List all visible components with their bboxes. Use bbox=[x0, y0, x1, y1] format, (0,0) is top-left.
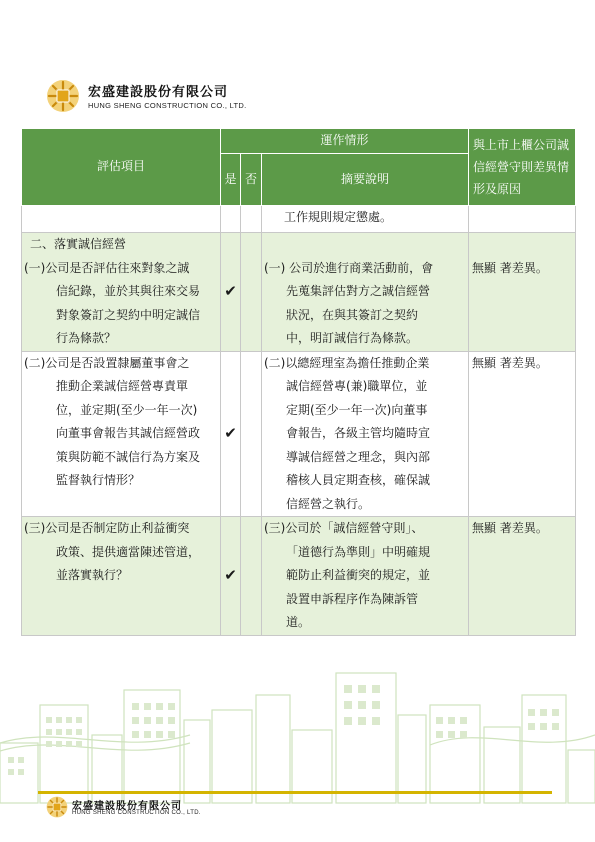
yes-check: ✔ bbox=[221, 517, 241, 636]
company-emblem-icon bbox=[46, 79, 80, 113]
difference-cell bbox=[469, 351, 576, 517]
item-text: 並落實執行？ bbox=[56, 568, 129, 582]
item-text: (二)公司是否設置隸屬董事會之 bbox=[24, 355, 190, 370]
eval-item-cell bbox=[22, 233, 221, 352]
footer-logo bbox=[46, 796, 246, 822]
no-check bbox=[241, 233, 262, 352]
difference-text: 無顯 著差異。 bbox=[472, 260, 548, 275]
company-name-en: HUNG SHENG CONSTRUCTION CO., LTD. bbox=[88, 101, 247, 110]
eval-item-cell bbox=[22, 517, 221, 636]
summary-text: 稽核人員定期查核，確保誠 bbox=[286, 473, 431, 487]
item-text: 政策、提供適當陳述管道， bbox=[56, 544, 201, 559]
section-title: 二、落實誠信經營 bbox=[30, 237, 127, 251]
item-text: (一)公司是否評估往來對象之誠 bbox=[24, 260, 190, 275]
header-eval-item: 評估項目 bbox=[22, 129, 221, 206]
item-text: (三)公司是否制定防止利益衝突 bbox=[24, 521, 190, 535]
company-name-cn: 宏盛建設股份有限公司 bbox=[88, 85, 229, 100]
header-operation: 運作情形 bbox=[221, 129, 469, 154]
company-emblem-icon bbox=[46, 796, 68, 818]
item-text: 對象簽訂之契約中明定誠信 bbox=[56, 307, 201, 322]
difference-cell bbox=[469, 233, 576, 352]
eval-item-cell bbox=[22, 351, 221, 517]
item-text: 監督執行情形？ bbox=[56, 473, 141, 487]
header-difference: 與上市上櫃公司誠信經營守則差異情形及原因 bbox=[469, 129, 576, 206]
company-name-cn: 宏盛建設股份有限公司 bbox=[72, 801, 182, 812]
integrity-evaluation-table bbox=[21, 128, 576, 636]
difference-cell bbox=[469, 517, 576, 636]
table-row bbox=[22, 233, 576, 352]
item-text: 策與防範不誠信行為方案及 bbox=[56, 449, 201, 464]
item-text: 行為條款？ bbox=[56, 331, 117, 345]
summary-text: (三)公司於「誠信經營守則」、 bbox=[264, 521, 424, 535]
summary-cell bbox=[262, 517, 469, 636]
summary-text: 中，明訂誠信行為條款。 bbox=[286, 331, 419, 345]
item-text: 信紀錄，並於其與往來交易 bbox=[56, 284, 201, 298]
company-name-en: HUNG SHENG CONSTRUCTION CO., LTD. bbox=[72, 810, 201, 816]
no-check bbox=[241, 517, 262, 636]
table-row bbox=[22, 206, 576, 233]
footer-divider bbox=[38, 791, 552, 794]
header-no: 否 bbox=[241, 154, 262, 206]
continuation-text: 工作規則規定懲處。 bbox=[262, 206, 469, 233]
summary-text: 狀況，在與其簽訂之契約 bbox=[286, 307, 419, 322]
yes-check: ✔ bbox=[221, 351, 241, 517]
summary-text: 會報告，各級主管均隨時宣 bbox=[286, 426, 431, 440]
summary-text: (二)以總經理室為擔任推動企業 bbox=[264, 355, 430, 370]
header-summary: 摘要說明 bbox=[262, 154, 469, 206]
summary-text: 信經營之執行。 bbox=[286, 496, 371, 511]
item-text: 向董事會報告其誠信經營政 bbox=[56, 426, 201, 440]
header-yes: 是 bbox=[221, 154, 241, 206]
table-row bbox=[22, 517, 576, 636]
yes-check: ✔ bbox=[221, 233, 241, 352]
difference-text: 無顯 著差異。 bbox=[472, 355, 548, 370]
summary-text: 「道德行為準則」中明確規 bbox=[286, 544, 431, 559]
no-check bbox=[241, 351, 262, 517]
skyline-decoration bbox=[0, 665, 595, 805]
item-text: 推動企業誠信經營專責單 bbox=[56, 379, 189, 393]
summary-text: 導誠信經營之理念，與內部 bbox=[286, 449, 431, 464]
summary-text: 範防止利益衝突的規定，並 bbox=[286, 568, 431, 582]
difference-text: 無顯 著差異。 bbox=[472, 521, 548, 535]
company-logo bbox=[46, 79, 306, 115]
table-row bbox=[22, 351, 576, 517]
summary-text: 誠信經營專(兼)職單位，並 bbox=[286, 379, 428, 393]
summary-text: 定期(至少一年一次)向董事 bbox=[286, 402, 428, 417]
item-text: 位，並定期(至少一年一次) bbox=[56, 402, 198, 417]
summary-text: 道。 bbox=[286, 615, 311, 629]
summary-cell bbox=[262, 233, 469, 352]
summary-text: (一) 公司於進行商業活動前，會 bbox=[264, 260, 434, 275]
summary-cell bbox=[262, 351, 469, 517]
summary-text: 先蒐集評估對方之誠信經營 bbox=[286, 284, 431, 298]
summary-text: 設置申訴程序作為陳訴管 bbox=[286, 591, 419, 606]
